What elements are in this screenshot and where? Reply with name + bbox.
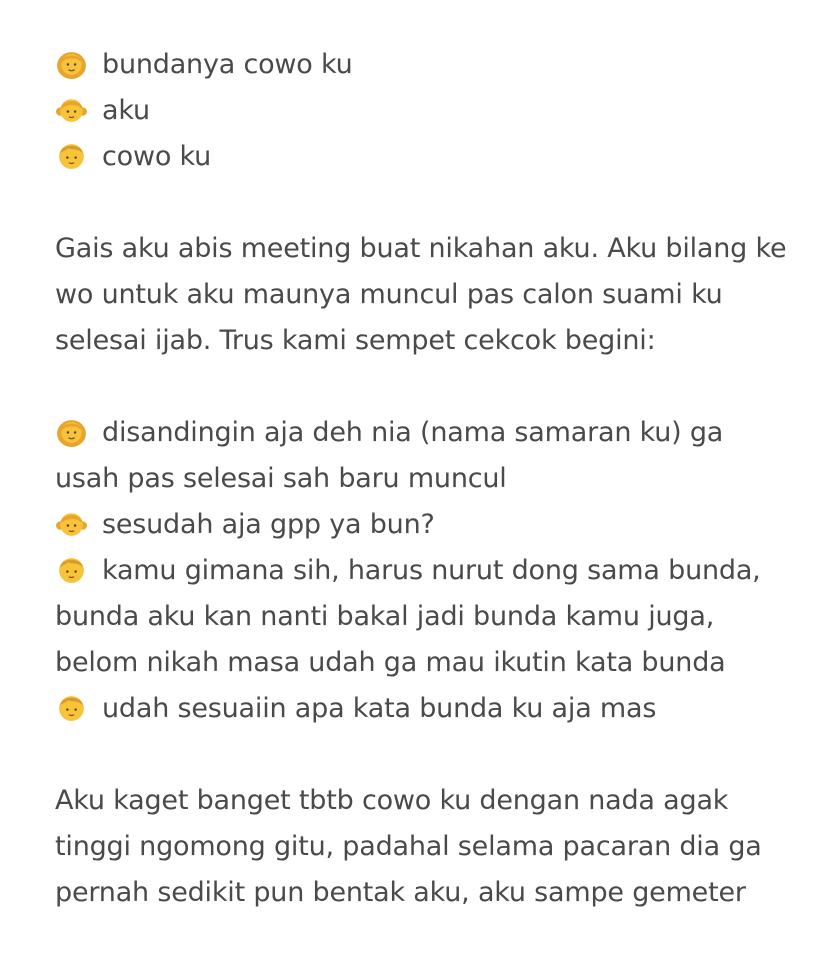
woman-emoji-icon [55,415,88,448]
closing-line: tinggi ngomong gitu, padahal selama pacaran dia ga [55,831,762,862]
dialogue-text: udah sesuaiin apa kata bunda ku aja mas [102,693,657,724]
boy-emoji-icon [55,691,88,724]
dialogue-text: disandingin aja deh nia (nama samaran ku) ga [102,417,724,448]
boy-emoji-icon [55,139,88,172]
legend-text: bundanya cowo ku [102,49,353,80]
legend-text: cowo ku [102,141,212,172]
closing-line: Aku kaget banget tbtb cowo ku dengan nada agak [55,785,729,816]
woman-emoji-icon [55,47,88,80]
dialogue-line [55,410,788,456]
paragraph-gap [55,180,788,226]
paragraph-gap [55,732,788,778]
closing-line: pernah sedikit pun bentak aku, aku sampe gemeter [55,877,746,908]
dialogue-line: belom nikah masa udah ga mau ikutin kata bunda [55,647,726,678]
dialogue-line [55,548,788,594]
dialogue-line [55,686,788,732]
dialogue-line [55,502,788,548]
intro-line: wo untuk aku maunya muncul pas calon suami ku [55,279,723,310]
boy-emoji-icon [55,553,88,586]
girl-emoji-icon [55,507,88,540]
girl-emoji-icon [55,93,88,126]
paragraph-gap [55,364,788,410]
legend-item-aku [55,88,788,134]
legend-text: aku [102,95,150,126]
dialogue-text: sesudah aja gpp ya bun? [102,509,435,540]
dialogue-text: kamu gimana sih, harus nurut dong sama bunda, [102,555,761,586]
intro-line: Gais aku abis meeting buat nikahan aku. Aku bilang ke [55,233,787,264]
dialogue-line: bunda aku kan nanti bakal jadi bunda kamu juga, [55,601,715,632]
legend-item-bunda [55,42,788,88]
intro-line: selesai ijab. Trus kami sempet cekcok begini: [55,325,656,356]
legend-item-cowo [55,134,788,180]
dialogue-line: usah pas selesai sah baru muncul [55,463,507,494]
